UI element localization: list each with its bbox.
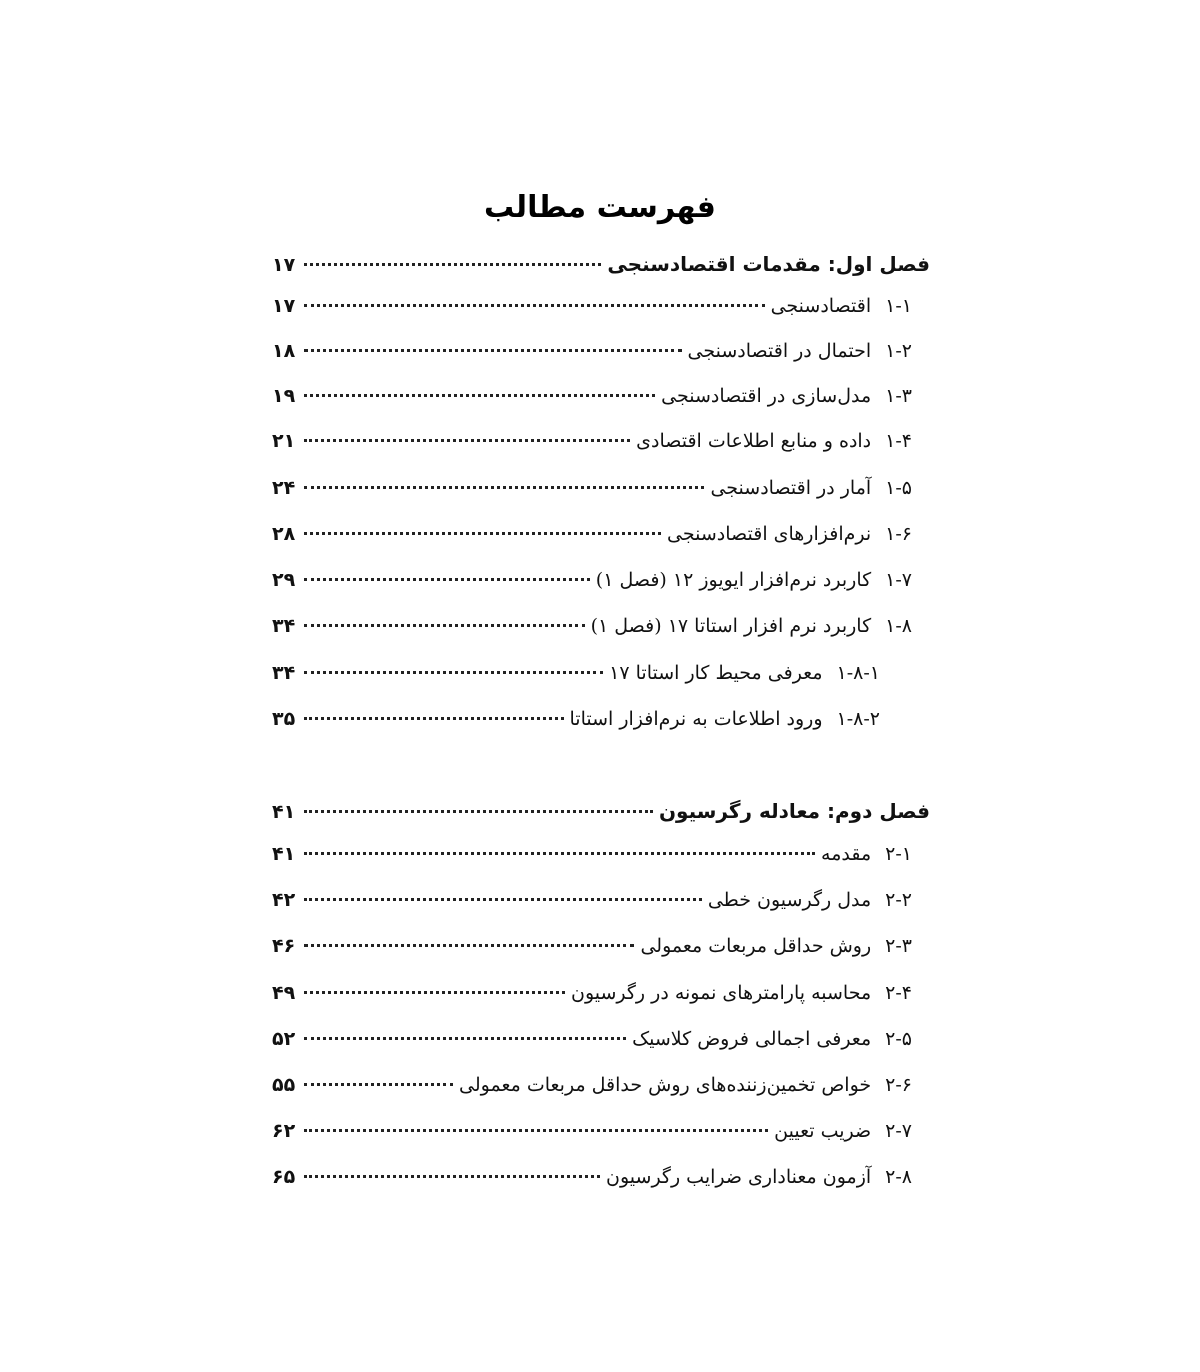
dot-leader xyxy=(304,486,704,489)
section-number: ۱-۶ xyxy=(885,523,912,545)
page-title: فهرست مطالب xyxy=(484,190,716,225)
toc-entry-2-5[interactable] xyxy=(272,1021,930,1057)
section-title: معرفی محیط کار استاتا ۱۷ xyxy=(609,662,823,684)
toc-entry-1-6[interactable] xyxy=(272,516,930,552)
page-number: ۴۱ xyxy=(272,843,296,865)
dot-leader xyxy=(304,1175,600,1178)
page-number: ۵۵ xyxy=(272,1074,296,1096)
section-number: ۱-۳ xyxy=(885,385,912,407)
toc-chapter-2[interactable] xyxy=(272,793,930,829)
section-title: ورود اطلاعات به نرم‌افزار استاتا xyxy=(569,708,823,730)
toc-entry-2-1[interactable] xyxy=(272,836,930,872)
toc-entry-1-7[interactable] xyxy=(272,562,930,598)
section-title: ضریب تعیین xyxy=(774,1120,872,1142)
page-number: ۲۴ xyxy=(272,477,296,499)
section-title: آزمون معناداری ضرایب رگرسیون xyxy=(606,1166,872,1188)
dot-leader xyxy=(304,1129,768,1132)
dot-leader xyxy=(304,624,585,627)
section-number: ۲-۳ xyxy=(885,935,912,957)
toc-entry-2-2[interactable] xyxy=(272,882,930,918)
dot-leader xyxy=(304,439,630,442)
section-number: ۱-۲ xyxy=(885,340,912,362)
toc-entry-1-8[interactable] xyxy=(272,608,930,644)
section-number: ۱-۸-۲ xyxy=(836,708,880,730)
dot-leader xyxy=(304,717,564,720)
page-number: ۱۹ xyxy=(272,385,296,407)
section-title: اقتصادسنجی xyxy=(770,295,872,317)
page-number: ۲۱ xyxy=(272,430,296,452)
dot-leader xyxy=(304,394,655,397)
dot-leader xyxy=(304,1083,453,1086)
dot-leader xyxy=(304,578,590,581)
section-number: ۲-۵ xyxy=(885,1028,912,1050)
section-number: ۲-۲ xyxy=(885,889,912,911)
section-title: مقدمه xyxy=(821,843,872,865)
toc-chapter-1[interactable] xyxy=(272,246,930,282)
page-number: ۴۹ xyxy=(272,982,296,1004)
section-title: آمار در اقتصادسنجی xyxy=(710,477,872,499)
dot-leader xyxy=(304,349,682,352)
toc-entry-2-4[interactable] xyxy=(272,975,930,1011)
section-title: مدل رگرسیون خطی xyxy=(707,889,872,911)
toc-entry-1-5[interactable] xyxy=(272,470,930,506)
toc-entry-1-1[interactable] xyxy=(272,288,930,324)
toc-entry-1-8-2[interactable] xyxy=(272,701,930,737)
section-title: خواص تخمین‌زننده‌های روش حداقل مربعات معمولی xyxy=(459,1074,872,1096)
dot-leader xyxy=(304,852,815,855)
section-number: ۲-۷ xyxy=(885,1120,912,1142)
dot-leader xyxy=(304,810,653,813)
dot-leader xyxy=(304,944,634,947)
page-number: ۶۲ xyxy=(272,1120,296,1142)
dot-leader xyxy=(304,991,565,994)
toc-entry-1-3[interactable] xyxy=(272,378,930,414)
toc-entry-2-6[interactable] xyxy=(272,1067,930,1103)
toc-entry-1-2[interactable] xyxy=(272,333,930,369)
page-number: ۱۸ xyxy=(272,340,296,362)
toc-entry-2-8[interactable] xyxy=(272,1159,930,1195)
section-number: ۱-۱ xyxy=(885,295,912,317)
page-number: ۳۴ xyxy=(272,662,296,684)
page-number: ۳۴ xyxy=(272,615,296,637)
section-title: مدل‌سازی در اقتصادسنجی xyxy=(661,385,872,407)
toc-entry-2-7[interactable] xyxy=(272,1113,930,1149)
page-number: ۱۷ xyxy=(272,295,296,317)
page-number: ۶۵ xyxy=(272,1166,296,1188)
section-number: ۲-۸ xyxy=(885,1166,912,1188)
section-number: ۱-۸ xyxy=(885,615,912,637)
chapter-title: فصل دوم: معادله رگرسیون xyxy=(658,799,930,823)
section-number: ۱-۵ xyxy=(885,477,912,499)
dot-leader xyxy=(304,263,601,266)
section-number: ۱-۸-۱ xyxy=(836,662,880,684)
page-number: ۴۱ xyxy=(272,801,296,823)
dot-leader xyxy=(304,671,603,674)
dot-leader xyxy=(304,304,765,307)
page-number: ۴۲ xyxy=(272,889,296,911)
page-number: ۳۵ xyxy=(272,708,296,730)
dot-leader xyxy=(304,532,661,535)
section-title: معرفی اجمالی فروض کلاسیک xyxy=(632,1028,872,1050)
section-title: محاسبه پارامترهای نمونه در رگرسیون xyxy=(570,982,872,1004)
section-number: ۲-۶ xyxy=(885,1074,912,1096)
section-number: ۲-۱ xyxy=(885,843,912,865)
page-number: ۴۶ xyxy=(272,935,296,957)
page-number: ۵۲ xyxy=(272,1028,296,1050)
page-number: ۱۷ xyxy=(272,254,296,276)
section-title: روش حداقل مربعات معمولی xyxy=(640,935,872,957)
page-number: ۲۹ xyxy=(272,569,296,591)
section-number: ۱-۴ xyxy=(885,430,912,452)
toc-entry-1-4[interactable] xyxy=(272,423,930,459)
chapter-title: فصل اول: مقدمات اقتصادسنجی xyxy=(607,252,930,276)
section-number: ۱-۷ xyxy=(885,569,912,591)
section-number: ۲-۴ xyxy=(885,982,912,1004)
section-title: کاربرد نرم افزار استاتا ۱۷ (فصل ۱) xyxy=(590,615,872,637)
dot-leader xyxy=(304,1037,626,1040)
dot-leader xyxy=(304,898,702,901)
section-title: نرم‌افزارهای اقتصادسنجی xyxy=(667,523,872,545)
section-title: کاربرد نرم‌افزار ایویوز ۱۲ (فصل ۱) xyxy=(595,569,872,591)
section-title: داده و منابع اطلاعات اقتصادی xyxy=(636,430,872,452)
toc-entry-1-8-1[interactable] xyxy=(272,655,930,691)
page-number: ۲۸ xyxy=(272,523,296,545)
toc-entry-2-3[interactable] xyxy=(272,928,930,964)
section-title: احتمال در اقتصادسنجی xyxy=(687,340,872,362)
